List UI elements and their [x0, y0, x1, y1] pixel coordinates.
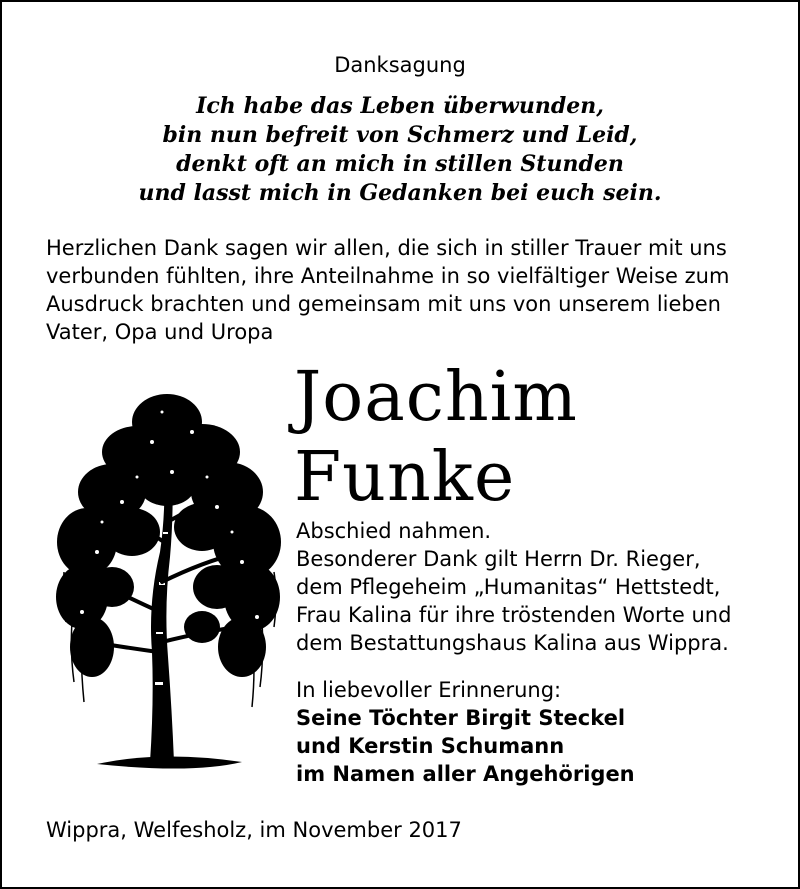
signoff-intro: In liebevoller Erinnerung:	[296, 678, 562, 702]
body-line: Besonderer Dank gilt Herrn Dr. Rieger,	[296, 547, 701, 571]
poem-line: Ich habe das Leben überwunden,	[196, 93, 604, 119]
birch-tree-icon	[42, 382, 292, 782]
thanks-line: Ausdruck brachten und gemeinsam mit uns von unserem lieben	[46, 292, 721, 316]
notice-heading: Danksagung	[334, 53, 466, 77]
thanks-line: Vater, Opa und Uropa	[46, 320, 274, 344]
thanks-line: Herzlichen Dank sagen wir allen, die sich in stiller Trauer mit uns	[46, 236, 727, 260]
poem-line: bin nun befreit von Schmerz und Leid,	[162, 122, 638, 148]
signoff-name: Seine Töchter Birgit Steckel	[296, 706, 626, 730]
body-line: dem Bestattungshaus Kalina aus Wippra.	[296, 631, 729, 655]
place-date: Wippra, Welfesholz, im November 2017	[46, 818, 462, 842]
thanks-line: verbunden fühlten, ihre Anteilnahme in so vielfältiger Weise zum	[46, 264, 730, 288]
body-line: Abschied nahmen.	[296, 519, 492, 543]
thanks-paragraph	[46, 234, 786, 346]
acknowledgement-paragraph	[296, 517, 796, 657]
body-line: Frau Kalina für ihre tröstenden Worte und	[296, 603, 732, 627]
deceased-name	[294, 358, 578, 518]
poem-line: denkt oft an mich in stillen Stunden	[176, 151, 624, 177]
signoff-name: im Namen aller Angehörigen	[296, 762, 635, 786]
signoff-name: und Kerstin Schumann	[296, 734, 565, 758]
first-name: Joachim	[294, 358, 578, 437]
body-line: dem Pflegeheim „Humanitas“ Hettstedt,	[296, 575, 721, 599]
poem-line: und lasst mich in Gedanken bei euch sein.	[138, 180, 662, 206]
signoff-block	[296, 676, 796, 788]
last-name: Funke	[294, 438, 516, 517]
poem	[2, 92, 798, 208]
